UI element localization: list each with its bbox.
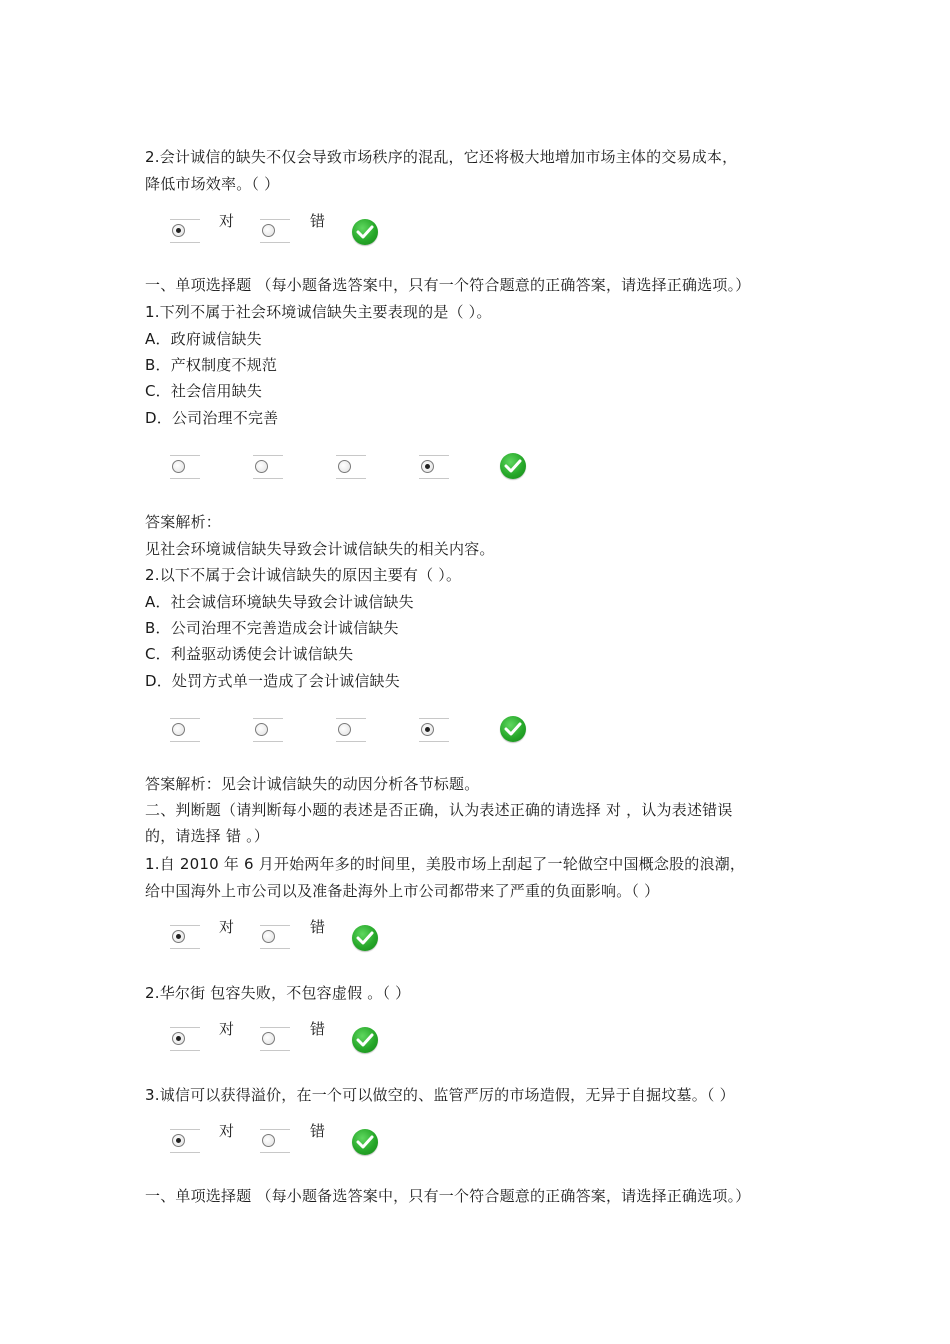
radio-button[interactable]	[262, 930, 275, 943]
radio-button[interactable]	[255, 460, 268, 473]
choice-a: A．政府诚信缺失	[145, 330, 262, 348]
check-circle-icon	[352, 1027, 378, 1053]
option-d[interactable]	[419, 455, 449, 479]
option-a[interactable]	[170, 455, 200, 479]
option-label: 对	[219, 918, 235, 936]
true-false-options	[0, 918, 950, 958]
true-false-options	[0, 1020, 950, 1060]
radio-button[interactable]	[172, 723, 185, 736]
section-heading: 一、单项选择题 （每小题备选答案中，只有一个符合题意的正确答案，请选择正确选项。）	[145, 276, 751, 294]
true-false-options	[0, 212, 950, 252]
question-text: 3.诚信可以获得溢价，在一个可以做空的、监管严厉的市场造假，无异于自掘坟墓。（ ）	[145, 1086, 735, 1104]
radio-button[interactable]	[262, 1032, 275, 1045]
option-true[interactable]	[170, 1129, 200, 1153]
radio-button-checked[interactable]	[172, 1032, 185, 1045]
choice-options	[0, 711, 950, 751]
check-circle-icon	[500, 453, 526, 479]
option-true[interactable]	[170, 925, 200, 949]
choice-b: B．产权制度不规范	[145, 356, 278, 374]
radio-button-checked[interactable]	[172, 930, 185, 943]
choice-c: C．社会信用缺失	[145, 382, 263, 400]
question-text: 2.会计诚信的缺失不仅会导致市场秩序的混乱，它还将极大地增加市场主体的交易成本，	[145, 148, 738, 166]
option-c[interactable]	[336, 718, 366, 742]
check-circle-icon	[352, 219, 378, 245]
radio-button[interactable]	[172, 460, 185, 473]
option-false[interactable]	[260, 1129, 290, 1153]
option-c[interactable]	[336, 455, 366, 479]
choice-b: B．公司治理不完善造成会计诚信缺失	[145, 619, 399, 637]
question-text: 1.下列不属于社会环境诚信缺失主要表现的是（ ）。	[145, 303, 492, 321]
check-circle-icon	[352, 1129, 378, 1155]
section-heading: 二、判断题（请判断每小题的表述是否正确，认为表述正确的请选择 对 ，认为表述错误	[145, 801, 733, 819]
radio-button[interactable]	[262, 1134, 275, 1147]
option-label: 错	[310, 1122, 326, 1140]
choice-options	[0, 448, 950, 488]
answer-analysis-label: 答案解析：	[145, 513, 222, 531]
option-true[interactable]	[170, 1027, 200, 1051]
choice-a: A．社会诚信环境缺失导致会计诚信缺失	[145, 593, 414, 611]
option-label: 错	[310, 1020, 326, 1038]
section-heading: 的，请选择 错 。）	[145, 827, 270, 845]
question-text: 2.以下不属于会计诚信缺失的原因主要有（ ）。	[145, 566, 462, 584]
radio-button-checked[interactable]	[421, 723, 434, 736]
option-b[interactable]	[253, 455, 283, 479]
choice-c: C．利益驱动诱使会计诚信缺失	[145, 645, 354, 663]
radio-button-checked[interactable]	[172, 224, 185, 237]
option-label: 对	[219, 1122, 235, 1140]
section-heading: 一、单项选择题 （每小题备选答案中，只有一个符合题意的正确答案，请选择正确选项。）	[145, 1187, 751, 1205]
radio-button[interactable]	[338, 723, 351, 736]
question-text: 给中国海外上市公司以及准备赴海外上市公司都带来了严重的负面影响。（ ）	[145, 882, 660, 900]
option-false[interactable]	[260, 1027, 290, 1051]
question-text: 1.自 2010 年 6 月开始两年多的时间里，美股市场上刮起了一轮做空中国概念股的浪潮，	[145, 855, 746, 873]
option-label: 对	[219, 212, 235, 230]
radio-button-checked[interactable]	[421, 460, 434, 473]
choice-d: D．处罚方式单一造成了会计诚信缺失	[145, 672, 400, 690]
option-label: 错	[310, 918, 326, 936]
question-text: 降低市场效率。（ ）	[145, 175, 280, 193]
option-b[interactable]	[253, 718, 283, 742]
check-circle-icon	[500, 716, 526, 742]
option-d[interactable]	[419, 718, 449, 742]
check-circle-icon	[352, 925, 378, 951]
question-text: 2.华尔街 包容失败，不包容虚假 。（ ）	[145, 984, 411, 1002]
option-a[interactable]	[170, 718, 200, 742]
radio-button[interactable]	[262, 224, 275, 237]
radio-button-checked[interactable]	[172, 1134, 185, 1147]
choice-d: D．公司治理不完善	[145, 409, 279, 427]
option-label: 对	[219, 1020, 235, 1038]
true-false-options	[0, 1122, 950, 1162]
radio-button[interactable]	[338, 460, 351, 473]
option-false[interactable]	[260, 219, 290, 243]
option-true[interactable]	[170, 219, 200, 243]
answer-analysis-text: 见社会环境诚信缺失导致会计诚信缺失的相关内容。	[145, 540, 495, 558]
answer-analysis-text: 答案解析：见会计诚信缺失的动因分析各节标题。	[145, 775, 480, 793]
option-label: 错	[310, 212, 326, 230]
option-false[interactable]	[260, 925, 290, 949]
radio-button[interactable]	[255, 723, 268, 736]
